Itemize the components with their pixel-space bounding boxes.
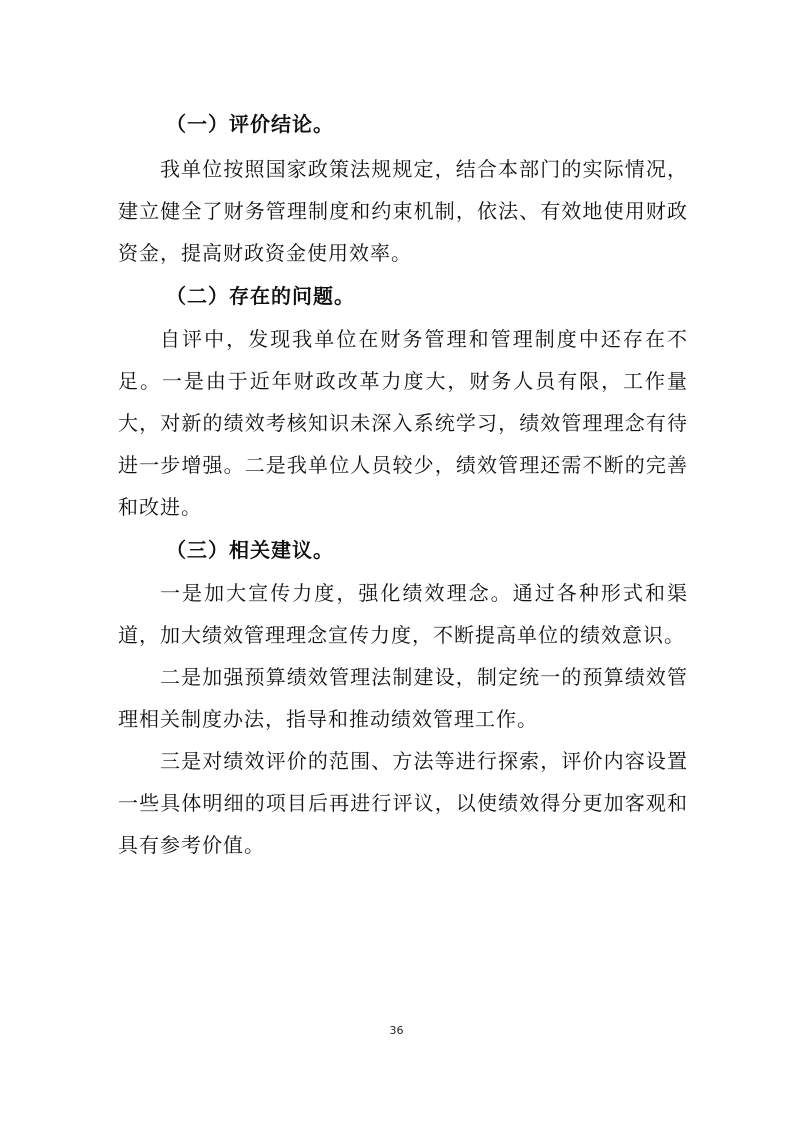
document-body [118,104,688,866]
section-heading-related-suggestions: （三）相关建议。 [166,538,334,562]
paragraph-evaluation-conclusion: 我单位按照国家政策法规规定，结合本部门的实际情况，建立健全了财务管理制度和约束机制，依法、有效地使用财政资金，提高财政资金使用效率。 [118,157,688,265]
section-heading-evaluation-conclusion: （一）评价结论。 [166,112,334,136]
section-heading-existing-problems: （二）存在的问题。 [166,284,355,308]
paragraph-existing-problems: 自评中，发现我单位在财务管理和管理制度中还存在不足。一是由于近年财政改革力度大，财务人员有限，工作量大，对新的绩效考核知识未深入系统学习，绩效管理理念有待进一步增强。二是我单位人员较少，绩效管理还需不断的完善和改进。 [118,327,688,519]
paragraph-suggestion-three: 三是对绩效评价的范围、方法等进行探索，评价内容设置一些具体明细的项目后再进行评议，以使绩效得分更加客观和具有参考价值。 [118,749,688,857]
paragraph-suggestion-two: 二是加强预算绩效管理法制建设，制定统一的预算绩效管理相关制度办法，指导和推动绩效管理工作。 [118,665,688,731]
paragraph-suggestion-one: 一是加大宣传力度，强化绩效理念。通过各种形式和渠道，加大绩效管理理念宣传力度，不断提高单位的绩效意识。 [118,581,688,647]
page-number: 36 [389,1024,404,1037]
